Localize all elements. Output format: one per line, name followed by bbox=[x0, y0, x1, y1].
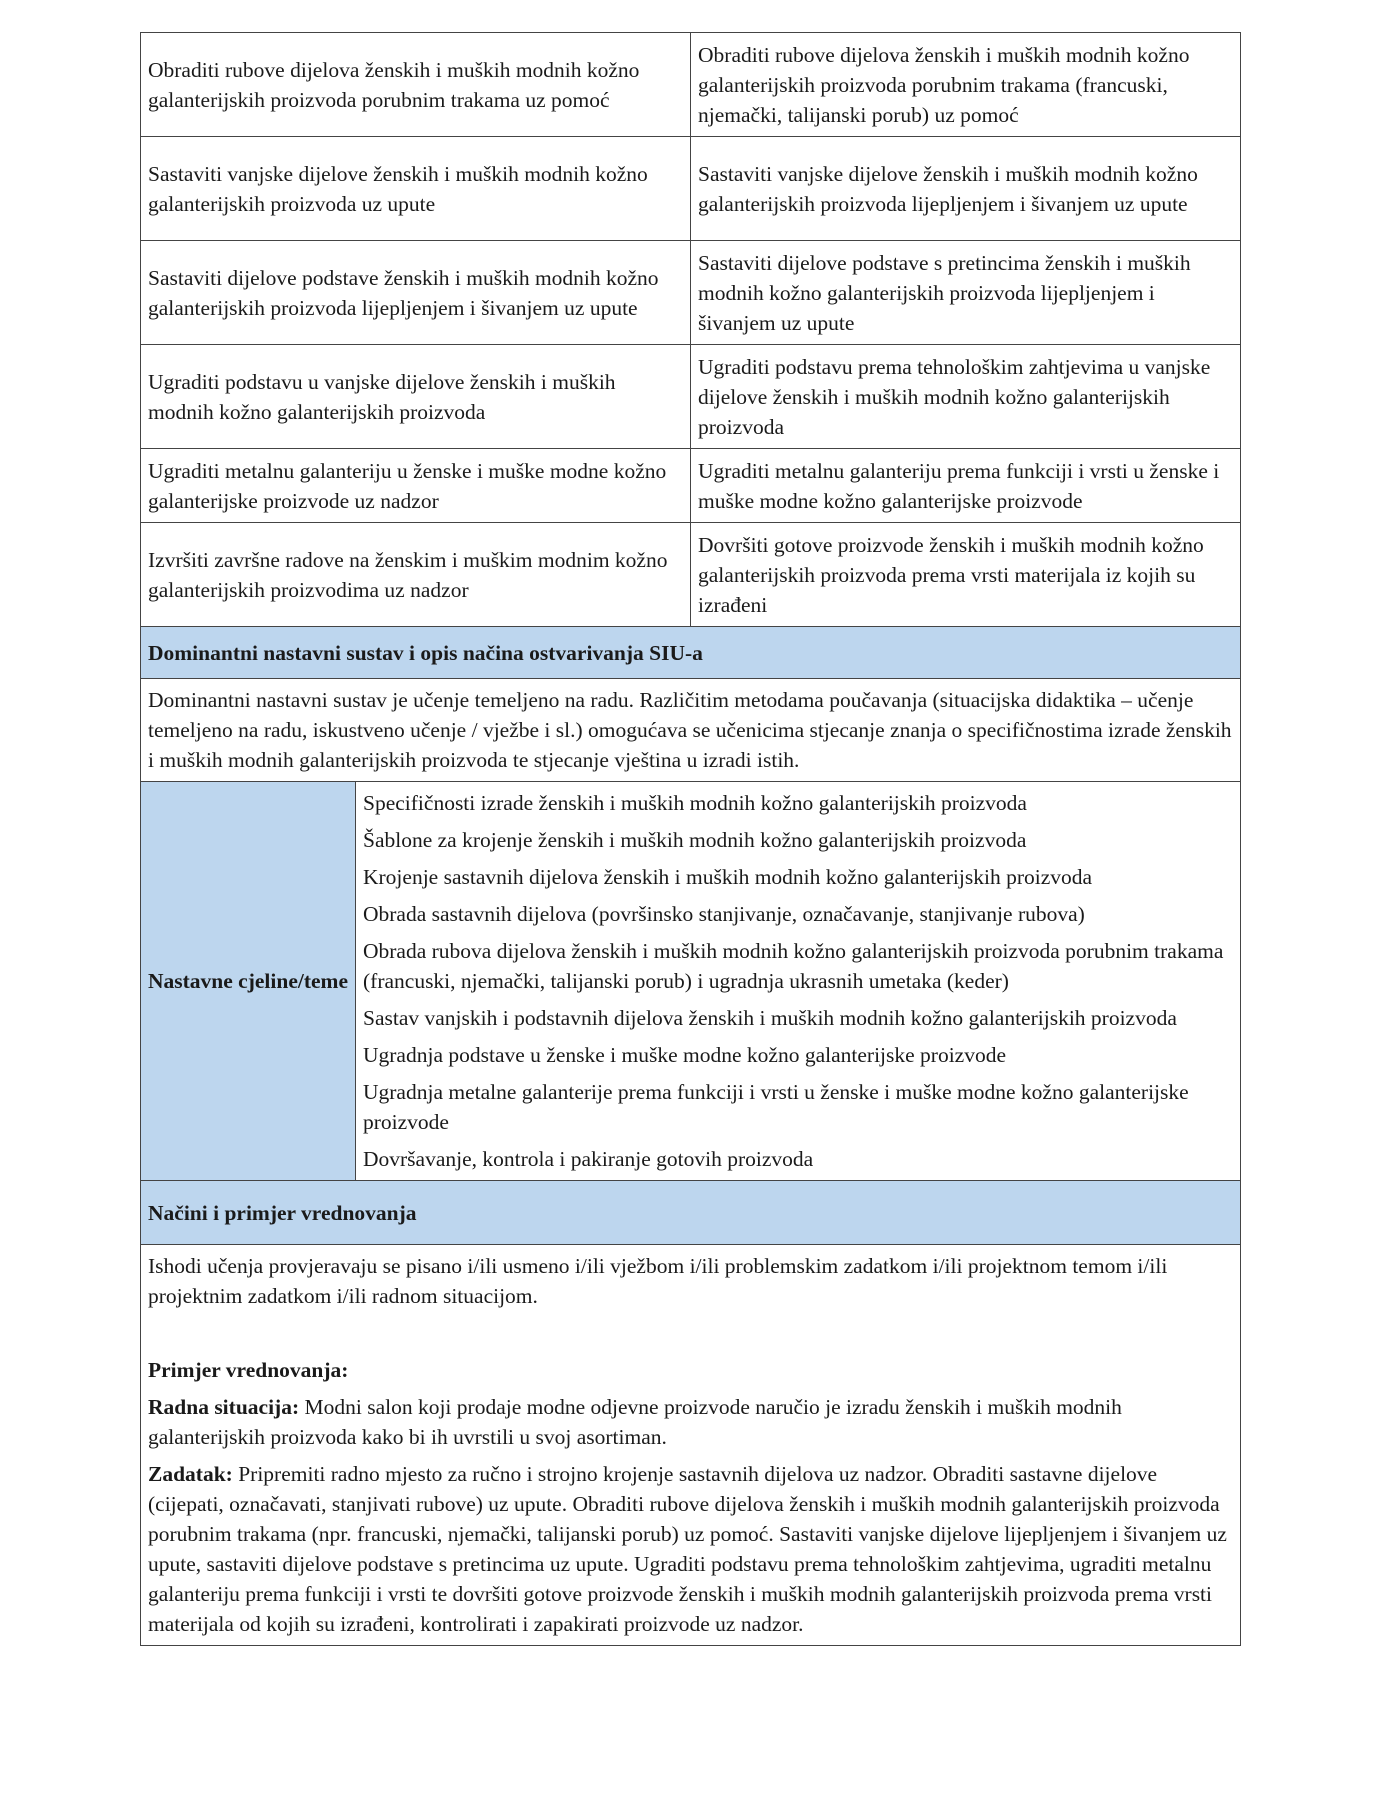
outcome-right-cell: Obraditi rubove dijelova ženskih i muških modnih kožno galanterijskih proizvoda porubnim trakama (francuski, njemački, talijanski porub) uz pomoć bbox=[691, 33, 1241, 137]
outcome-left-cell: Obraditi rubove dijelova ženskih i muških modnih kožno galanterijskih proizvoda porubnim trakama uz pomoć bbox=[141, 33, 691, 137]
task-text: Pripremiti radno mjesto za ručno i strojno krojenje sastavnih dijelova uz nadzor. Obraditi sastavne dijelove (cijepati, označavati, stanjivati rubove) uz upute. Obraditi rubove dijelova ženskih i muških modnih galanterijskih proizvoda porubnim trakama (npr. francuski, njemački, talijanski porub) uz pomoć. Sastaviti vanjske dijelove lijepljenjem i šivanjem uz upute, sastaviti dijelove podstave s pretincima uz upute. Ugraditi podstavu prema tehnološkim zahtjevima, ugraditi metalnu galanteriju prema funkciji i vrsti te dovršiti gotove proizvode ženskih i muških modnih galanterijskih proizvoda prema vrsti materijala od kojih su izrađeni, kontrolirati i zapakirati proizvode uz nadzor. bbox=[148, 1462, 1227, 1636]
topic-item: Dovršavanje, kontrola i pakiranje gotovih proizvoda bbox=[363, 1147, 814, 1171]
evaluation-example-heading: Primjer vrednovanja: bbox=[148, 1358, 349, 1382]
topic-item: Obrada sastavnih dijelova (površinsko stanjivanje, označavanje, stanjivanje rubova) bbox=[363, 902, 1085, 926]
task-label: Zadatak: bbox=[148, 1462, 233, 1486]
topics-label: Nastavne cjeline/teme bbox=[141, 782, 356, 1181]
curriculum-table bbox=[140, 32, 1241, 1646]
outcome-right-cell: Ugraditi metalnu galanteriju prema funkciji i vrsti u ženske i muške modne kožno galanterijske proizvode bbox=[691, 449, 1241, 523]
topic-item: Sastav vanjskih i podstavnih dijelova ženskih i muških modnih kožno galanterijskih proizvoda bbox=[363, 1006, 1177, 1030]
topics-row bbox=[141, 782, 1241, 1181]
outcome-right-cell: Ugraditi podstavu prema tehnološkim zahtjevima u vanjske dijelove ženskih i muških modnih kožno galanterijskih proizvoda bbox=[691, 345, 1241, 449]
outcome-row bbox=[141, 137, 1241, 241]
outcome-row bbox=[141, 449, 1241, 523]
outcome-row bbox=[141, 345, 1241, 449]
outcome-left-cell: Ugraditi metalnu galanteriju u ženske i muške modne kožno galanterijske proizvode uz nadzor bbox=[141, 449, 691, 523]
evaluation-header-row bbox=[141, 1181, 1241, 1245]
outcome-right-cell: Sastaviti vanjske dijelove ženskih i muških modnih kožno galanterijskih proizvoda lijepljenjem i šivanjem uz upute bbox=[691, 137, 1241, 241]
topic-item: Obrada rubova dijelova ženskih i muških modnih kožno galanterijskih proizvoda porubnim trakama (francuski, njemački, talijanski porub) i ugradnja ukrasnih umetaka (keder) bbox=[363, 939, 1224, 993]
evaluation-heading: Načini i primjer vrednovanja bbox=[141, 1181, 1241, 1245]
outcome-left-cell: Sastaviti vanjske dijelove ženskih i muških modnih kožno galanterijskih proizvoda uz upute bbox=[141, 137, 691, 241]
outcome-left-cell: Izvršiti završne radove na ženskim i muškim modnim kožno galanterijskih proizvodima uz nadzor bbox=[141, 523, 691, 627]
teaching-system-header-row bbox=[141, 627, 1241, 679]
outcome-row bbox=[141, 33, 1241, 137]
outcome-row bbox=[141, 523, 1241, 627]
evaluation-body-row bbox=[141, 1245, 1241, 1646]
work-situation-text: Modni salon koji prodaje modne odjevne proizvode naručio je izradu ženskih i muških modnih galanterijskih proizvoda kako bi ih uvrstili u svoj asortiman. bbox=[148, 1395, 1122, 1449]
outcome-right-cell: Dovršiti gotove proizvode ženskih i muških modnih kožno galanterijskih proizvoda prema vrsti materijala iz kojih su izrađeni bbox=[691, 523, 1241, 627]
work-situation-label: Radna situacija: bbox=[148, 1395, 300, 1419]
outcome-left-cell: Ugraditi podstavu u vanjske dijelove ženskih i muških modnih kožno galanterijskih proizvoda bbox=[141, 345, 691, 449]
topics-list bbox=[356, 782, 1241, 1181]
task bbox=[148, 1459, 1233, 1639]
teaching-system-description-row bbox=[141, 679, 1241, 782]
evaluation-intro: Ishodi učenja provjeravaju se pisano i/ili usmeno i/ili vježbom i/ili problemskim zadatkom i/ili projektnom temom i/ili projektnim zadatkom i/ili radnom situacijom. bbox=[148, 1254, 1168, 1308]
outcome-right-cell: Sastaviti dijelove podstave s pretincima ženskih i muških modnih kožno galanterijskih proizvoda lijepljenjem i šivanjem uz upute bbox=[691, 241, 1241, 345]
outcome-row bbox=[141, 241, 1241, 345]
work-situation bbox=[148, 1392, 1233, 1452]
topic-item: Specifičnosti izrade ženskih i muških modnih kožno galanterijskih proizvoda bbox=[363, 791, 1027, 815]
topic-item: Ugradnja metalne galanterije prema funkciji i vrsti u ženske i muške modne kožno galanterijske proizvode bbox=[363, 1080, 1189, 1134]
topic-item: Šablone za krojenje ženskih i muških modnih kožno galanterijskih proizvoda bbox=[363, 828, 1027, 852]
teaching-system-description: Dominantni nastavni sustav je učenje temeljeno na radu. Različitim metodama poučavanja (situacijska didaktika – učenje temeljeno na radu, iskustveno učenje / vježbe i sl.) omogućava se učenicima stjecanje znanja o specifičnostima izrade ženskih i muških modnih galanterijskih proizvoda te stjecanje vještina u izradi istih. bbox=[141, 679, 1241, 782]
teaching-system-heading: Dominantni nastavni sustav i opis načina ostvarivanja SIU-a bbox=[141, 627, 1241, 679]
topic-item: Ugradnja podstave u ženske i muške modne kožno galanterijske proizvode bbox=[363, 1043, 1007, 1067]
evaluation-body bbox=[141, 1245, 1241, 1646]
outcome-left-cell: Sastaviti dijelove podstave ženskih i muških modnih kožno galanterijskih proizvoda lijepljenjem i šivanjem uz upute bbox=[141, 241, 691, 345]
topic-item: Krojenje sastavnih dijelova ženskih i muških modnih kožno galanterijskih proizvoda bbox=[363, 865, 1093, 889]
